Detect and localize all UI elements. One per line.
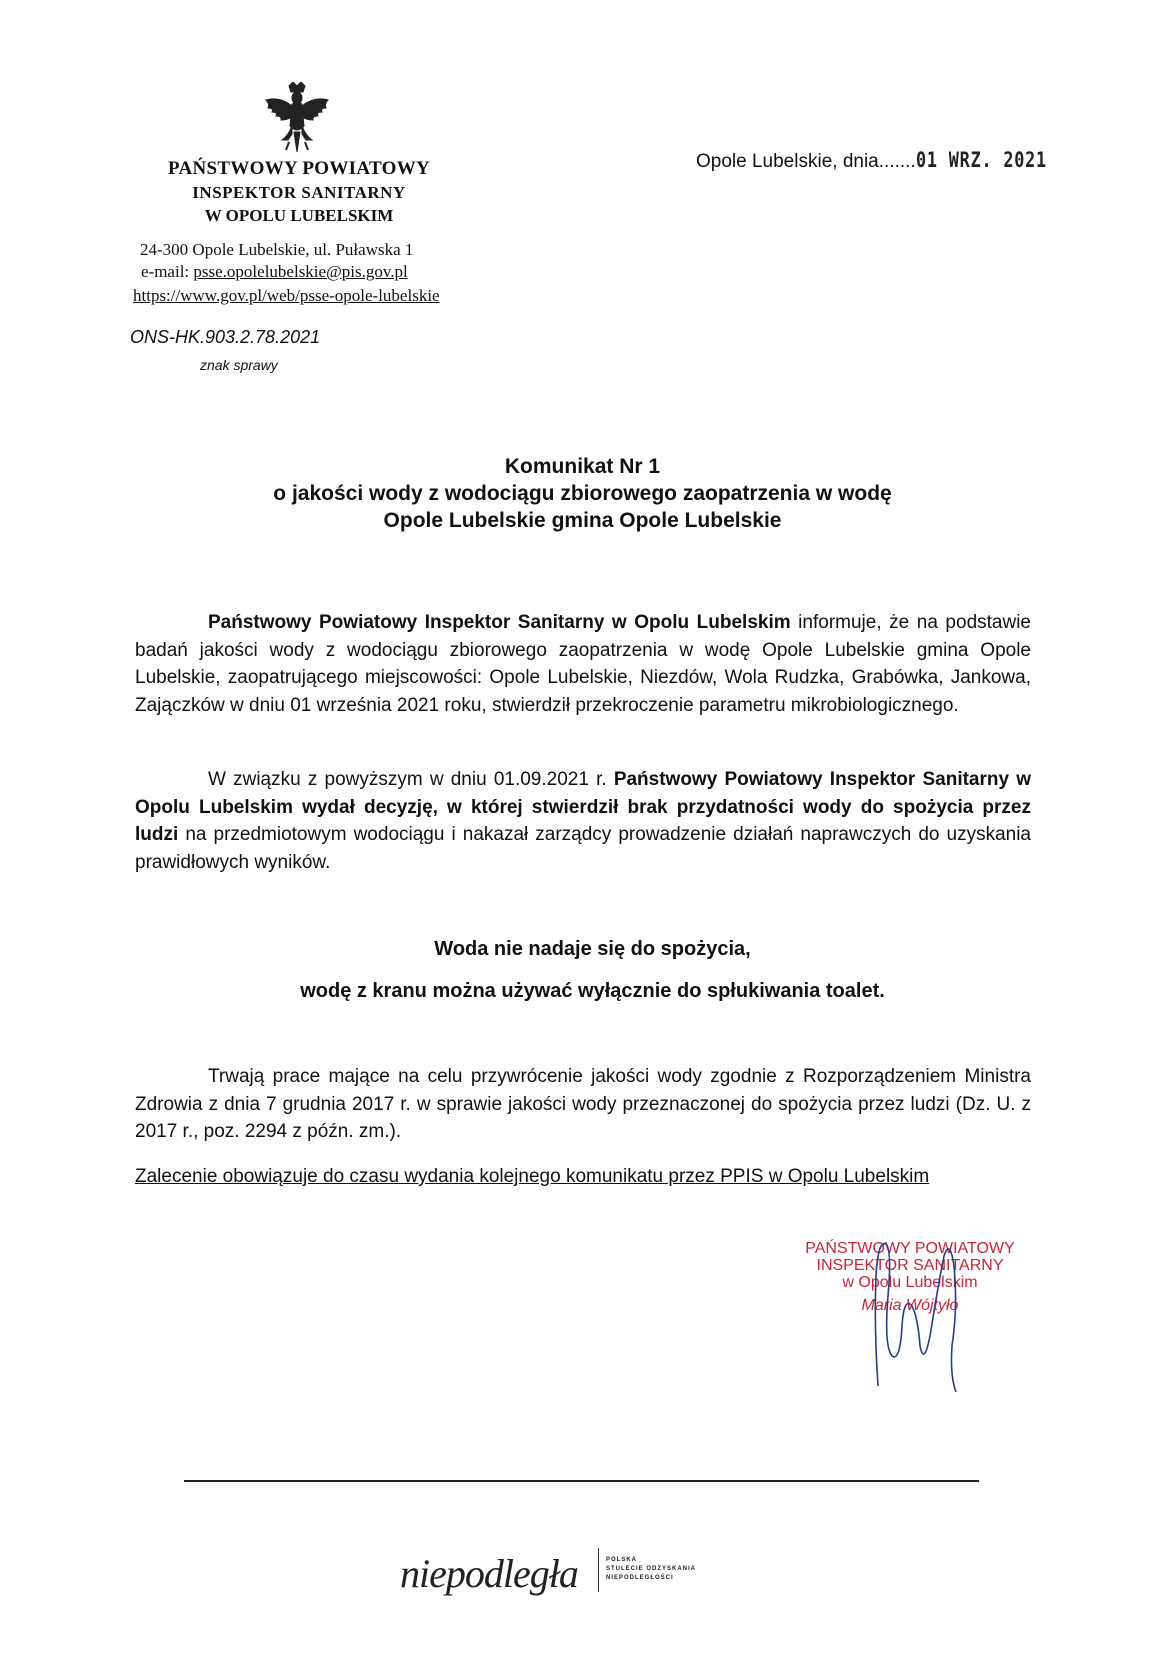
- org-name-line1: PAŃSTWOWY POWIATOWY: [167, 158, 431, 179]
- notice-title: Komunikat Nr 1: [504, 455, 661, 478]
- paragraph-2: [135, 766, 1031, 876]
- footer-logo-divider: [598, 1548, 599, 1592]
- paragraph-1-text: informuje, że na podstawie badań jakości wody z wodociągu zbiorowego zaopatrzenia w wodę Opole Lubelskie gmina Opole Lubelskie, zaopatrującego miejscowości: Opole Lubelskie, Niezdów, Wola Rudzka, Grabówka, Jankowa, Zajączków w dniu 01 września 2021 roku, stwierdził przekroczenie parametru mikrobiologicznego.: [135, 612, 1031, 716]
- stamp-line2: INSPEKTOR SANITARNY: [816, 1257, 1004, 1274]
- warning-line2: wodę z kranu można używać wyłącznie do spłukiwania toalet.: [300, 980, 885, 1002]
- stamp-line3: w Opolu Lubelskim: [842, 1274, 978, 1291]
- paragraph-2-end: na przedmiotowym wodociągu i nakazał zarządcy prowadzenie działań naprawczych do uzyskania prawidłowych wyników.: [135, 824, 1031, 873]
- date-prefix: Opole Lubelskie, dnia.......: [696, 151, 916, 172]
- stamp-line1: PAŃSTWOWY POWIATOWY: [805, 1240, 1015, 1257]
- niepodlegla-logo: niepodległa: [400, 1551, 578, 1596]
- paragraph-4-recommendation: Zalecenie obowiązuje do czasu wydania kolejnego komunikatu przez PPIS w Opolu Lubelskim: [135, 1166, 930, 1187]
- date-line: [696, 148, 1079, 173]
- website-link[interactable]: https://www.gov.pl/web/psse-opole-lubelskie: [133, 286, 440, 305]
- paragraph-2-bold: Państwowy Powiatowy Inspektor Sanitarny w Opolu Lubelskim wydał decyzję, w której stwierdził brak przydatności wody do spożycia przez ludzi: [135, 769, 1032, 845]
- org-name-line3: W OPOLU LUBELSKIM: [204, 206, 394, 225]
- notice-subtitle-line2: Opole Lubelskie gmina Opole Lubelskie: [383, 509, 782, 532]
- footer-divider-line: [184, 1480, 979, 1482]
- eagle-emblem-icon: [262, 82, 332, 154]
- case-number: ONS-HK.903.2.78.2021: [130, 327, 321, 347]
- footer-caption-line2: STULECIE ODZYSKANIA: [606, 1566, 697, 1572]
- warning-line1: Woda nie nadaje się do spożycia,: [434, 938, 751, 960]
- handwritten-signature-icon: [860, 1236, 970, 1396]
- paragraph-2-start: W związku z powyższym w dniu 01.09.2021 r.: [208, 769, 614, 790]
- email-label: e-mail:: [141, 262, 194, 281]
- paragraph-1: [135, 609, 1031, 719]
- paragraph-3: Trwają prace mające na celu przywrócenie jakości wody zgodnie z Rozporządzeniem Ministra Zdrowia z dnia 7 grudnia 2017 r. w sprawie jakości wody przeznaczonej do spożycia przez ludzi (Dz. U. z 2017 r., poz. 2294 z późn. zm.).: [135, 1066, 1031, 1142]
- email-link[interactable]: psse.opolelubelskie@pis.gov.pl: [193, 262, 408, 281]
- footer-logo-caption: [606, 1556, 696, 1583]
- org-address: 24-300 Opole Lubelskie, ul. Puławska 1: [140, 240, 414, 259]
- case-number-label: znak sprawy: [200, 357, 278, 373]
- stamp-name: Maria Wójtyło: [861, 1297, 959, 1314]
- org-name-line2: INSPEKTOR SANITARNY: [192, 183, 406, 202]
- org-email-row: [141, 262, 408, 282]
- footer-caption-line3: NIEPODLEGŁOŚCI: [606, 1575, 674, 1581]
- footer-caption-line1: POLSKA: [606, 1557, 638, 1563]
- date-stamp: 01 WRZ. 2021: [915, 148, 1047, 172]
- paragraph-1-lead: Państwowy Powiatowy Inspektor Sanitarny w Opolu Lubelskim: [208, 612, 791, 633]
- notice-subtitle-line1: o jakości wody z wodociągu zbiorowego zaopatrzenia w wodę: [273, 482, 892, 505]
